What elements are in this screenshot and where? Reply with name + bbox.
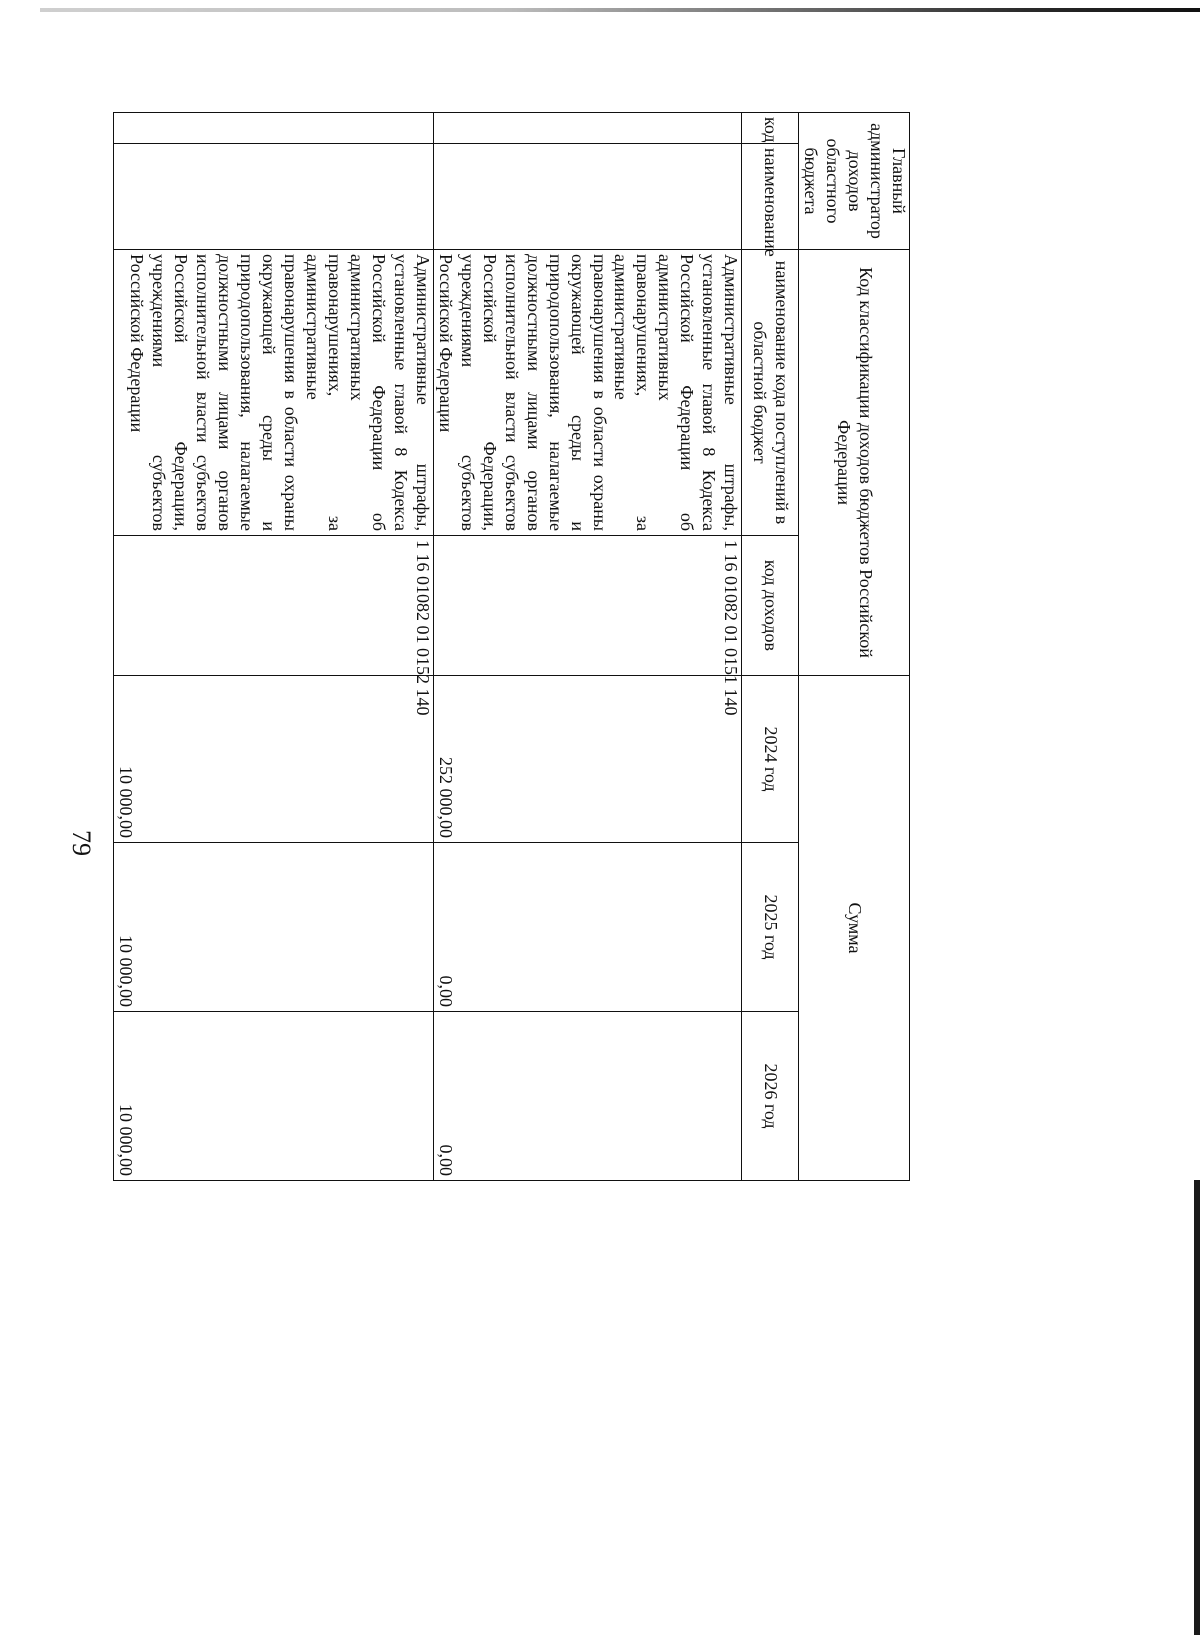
budget-revenue-table (113, 112, 910, 1181)
header-sum-group: Сумма (799, 676, 910, 1181)
row-amount-2025: 10 000,00 (113, 843, 433, 1012)
header-code: код (742, 113, 799, 144)
rotated-table-wrapper (115, 112, 910, 1180)
scan-edge-top (40, 8, 1200, 12)
row-code (433, 113, 741, 144)
row-amount-2024: 10 000,00 (113, 676, 433, 843)
row-income-code: 1 16 01082 01 0152 140 (113, 536, 433, 676)
row-code (113, 113, 433, 144)
header-year-2026: 2026 год (742, 1012, 799, 1181)
scan-edge-right (1194, 1180, 1200, 1635)
row-amount-2024: 252 000,00 (433, 676, 741, 843)
row-amount-2025: 0,00 (433, 843, 741, 1012)
header-admin-group: Главный администратор доходов областного бюджета (799, 113, 910, 250)
row-admin-name (113, 144, 433, 250)
row-income-code: 1 16 01082 01 0151 140 (433, 536, 741, 676)
row-income-name: Административные штрафы, установленные главой 8 Кодекса Российской Федерации об административных правонарушениях, за административные правонарушения в области охраны окружающей среды и природопользования, налагаемые должностными лицами органов исполнительной власти субъектов Российской Федерации, учреждениями субъектов Российской Федерации (113, 250, 433, 536)
header-classification-group: Код классификации доходов бюджетов Российской Федерации (799, 250, 910, 676)
row-admin-name (433, 144, 741, 250)
header-income-name: наименование кода поступлений в областной бюджет (742, 250, 799, 536)
row-amount-2026: 10 000,00 (113, 1012, 433, 1181)
table-row (113, 113, 433, 1181)
row-amount-2026: 0,00 (433, 1012, 741, 1181)
table-row (433, 113, 741, 1181)
row-income-name: Административные штрафы, установленные главой 8 Кодекса Российской Федерации об административных правонарушениях, за административные правонарушения в области охраны окружающей среды и природопользования, налагаемые должностными лицами органов исполнительной власти субъектов Российской Федерации, учреждениями субъектов Российской Федерации (433, 250, 741, 536)
header-year-2024: 2024 год (742, 676, 799, 843)
header-admin-name: наименование (742, 144, 799, 250)
page-number: 79 (67, 830, 96, 856)
header-year-2025: 2025 год (742, 843, 799, 1012)
header-income-code: код доходов (742, 536, 799, 676)
